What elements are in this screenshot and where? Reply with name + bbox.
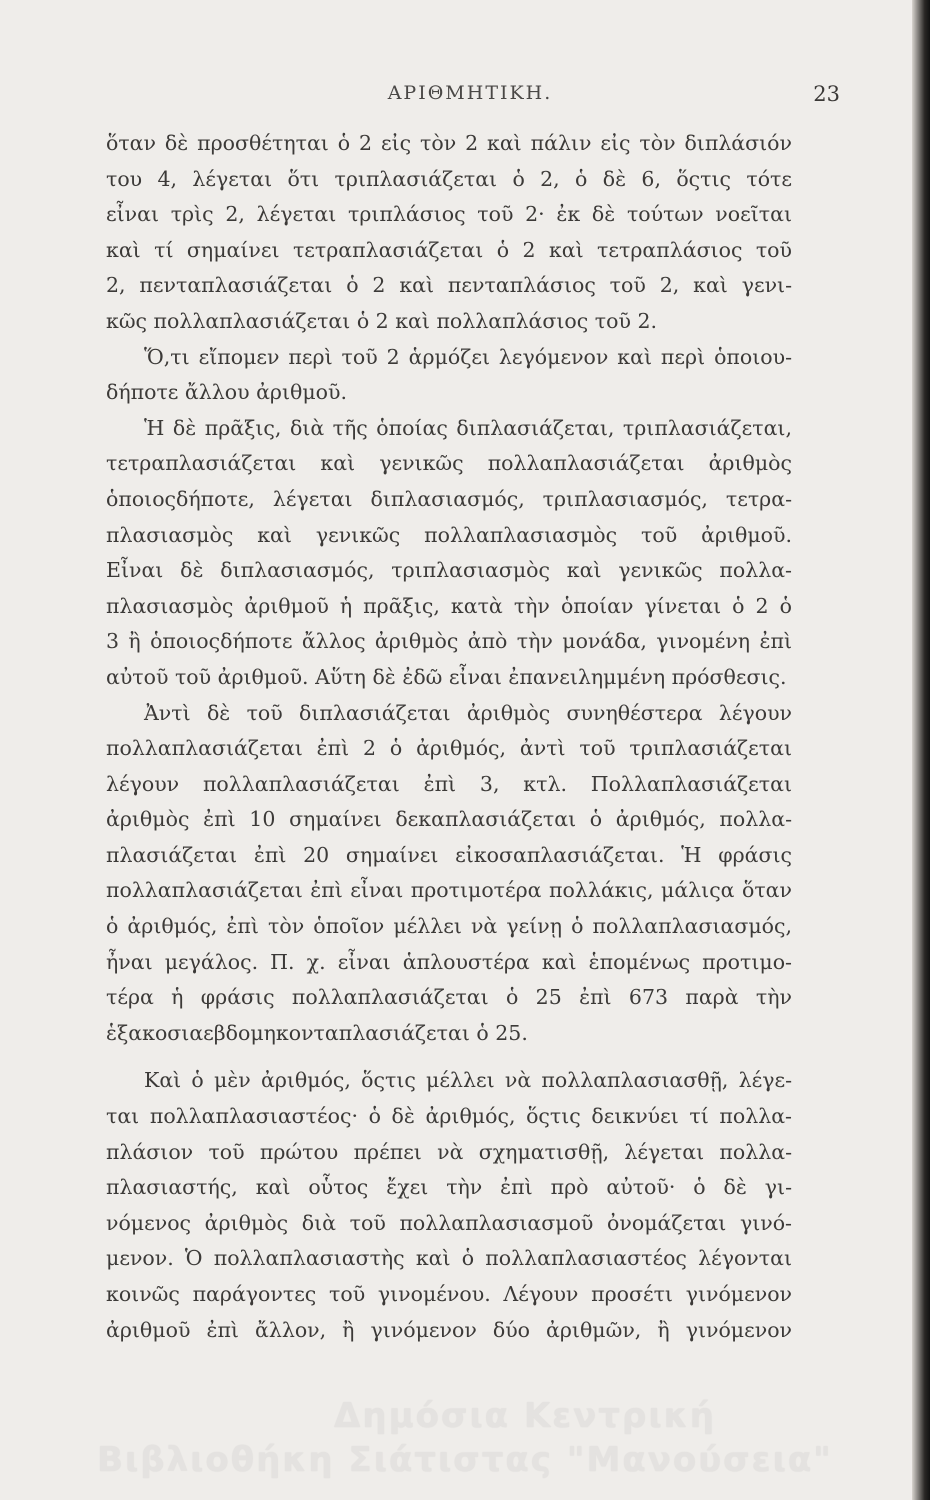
text-line: Ἡ δὲ πρᾶξις, διὰ τῆς ὁποίας διπλασιάζεται, τριπλασιάζεται, bbox=[144, 415, 792, 440]
text-line: ἀριθμὸς ἐπὶ 10 σημαίνει δεκαπλασιάζεται ὁ ἀριθμός, πολλα- bbox=[106, 807, 792, 832]
text-line: λέγουν πολλαπλασιάζεται ἐπὶ 3, κτλ. Πολλαπλασιάζεται bbox=[106, 771, 792, 796]
text-line: Ὅ,τι εἴπομεν περὶ τοῦ 2 ἁρμόζει λεγόμενον καὶ περὶ ὁποιου- bbox=[144, 344, 792, 369]
text-line: δήποτε ἄλλου ἀριθμοῦ. bbox=[106, 380, 347, 405]
text-line: ται πολλαπλασιαστέος· ὁ δὲ ἀριθμός, ὅςτις δεικνύει τί πολλα- bbox=[106, 1104, 792, 1129]
text-line: τέρα ἡ φράσις πολλαπλασιάζεται ὁ 25 ἐπὶ 673 παρὰ τὴν bbox=[106, 985, 792, 1010]
library-watermark-line1: Δημόσια Κεντρική bbox=[334, 1396, 716, 1436]
text-line: Εἶναι δὲ διπλασιασμός, τριπλασιασμὸς καὶ γενικῶς πολλα- bbox=[106, 558, 792, 583]
text-line: του 4, λέγεται ὅτι τριπλασιάζεται ὁ 2, ὁ δὲ 6, ὅςτις τότε bbox=[106, 166, 792, 191]
text-line: ἦναι μεγάλος. Π. χ. εἶναι ἁπλουστέρα καὶ ἑπομένως προτιμο- bbox=[106, 949, 792, 974]
text-line: μενον. Ὁ πολλαπλασιαστὴς καὶ ὁ πολλαπλασιαστέος λέγονται bbox=[106, 1246, 792, 1271]
text-line: πλάσιον τοῦ πρώτου πρέπει νὰ σχηματισθῇ, λέγεται πολλα- bbox=[106, 1139, 792, 1164]
text-line: Ἀντὶ δὲ τοῦ διπλασιάζεται ἀριθμὸς συνηθέστερα λέγουν bbox=[144, 700, 792, 725]
page-number: 23 bbox=[813, 82, 840, 106]
text-line: ἑξακοσιαεβδομηκονταπλασιάζεται ὁ 25. bbox=[106, 1020, 528, 1045]
text-line: πλασιασμὸς ἀριθμοῦ ἡ πρᾶξις, κατὰ τὴν ὁποίαν γίνεται ὁ 2 ὁ bbox=[106, 593, 792, 618]
library-watermark-line2: Βιβλιοθήκη Σιάτιστας "Μανούσεια" bbox=[97, 1440, 833, 1480]
body-text bbox=[106, 126, 792, 1348]
text-line: Καὶ ὁ μὲν ἀριθμός, ὅςτις μέλλει νὰ πολλαπλασιασθῇ, λέγε- bbox=[144, 1068, 792, 1093]
text-line: εἶναι τρὶς 2, λέγεται τριπλάσιος τοῦ 2· ἐκ δὲ τούτων νοεῖται bbox=[106, 202, 792, 227]
text-line: νόμενος ἀριθμὸς διὰ τοῦ πολλαπλασιασμοῦ ὀνομάζεται γινό- bbox=[106, 1210, 792, 1235]
text-line: ὅταν δὲ προσθέτηται ὁ 2 εἰς τὸν 2 καὶ πάλιν εἰς τὸν διπλάσιόν bbox=[106, 131, 792, 155]
text-line: 2, πενταπλασιάζεται ὁ 2 καὶ πενταπλάσιος τοῦ 2, καὶ γενι- bbox=[106, 273, 792, 298]
paragraph-gap bbox=[106, 1051, 792, 1063]
text-line: πολλαπλασιάζεται ἐπὶ εἶναι προτιμοτέρα πολλάκις, μάλιςα ὅταν bbox=[106, 878, 792, 903]
text-line: πλασιαστής, καὶ οὗτος ἔχει τὴν ἐπὶ πρὸ αὐτοῦ· ὁ δὲ γι- bbox=[106, 1175, 792, 1200]
text-line: πλασιασμὸς καὶ γενικῶς πολλαπλασιασμὸς τοῦ ἀριθμοῦ. bbox=[106, 522, 792, 547]
text-line: πολλαπλασιάζεται ἐπὶ 2 ὁ ἀριθμός, ἀντὶ τοῦ τριπλασιάζεται bbox=[106, 736, 792, 761]
text-line: κῶς πολλαπλασιάζεται ὁ 2 καὶ πολλαπλάσιος τοῦ 2. bbox=[106, 308, 657, 333]
text-line: 3 ἢ ὁποιοςδήποτε ἄλλος ἀριθμὸς ἀπὸ τὴν μονάδα, γινομένη ἐπὶ bbox=[106, 629, 792, 654]
page-edge-shadow bbox=[912, 0, 930, 1500]
text-line: αὐτοῦ τοῦ ἀριθμοῦ. Αὕτη δὲ ἐδῶ εἶναι ἐπανειλημμένη πρόσθεσις. bbox=[106, 664, 787, 689]
page-header bbox=[100, 82, 840, 112]
text-line: τετραπλασιάζεται καὶ γενικῶς πολλαπλασιάζεται ἀριθμὸς bbox=[106, 451, 792, 476]
text-line: ἀριθμοῦ ἐπὶ ἄλλον, ἢ γινόμενον δύο ἀριθμῶν, ἢ γινόμενον bbox=[106, 1317, 792, 1342]
text-line: πλασιάζεται ἐπὶ 20 σημαίνει εἰκοσαπλασιάζεται. Ἡ φράσις bbox=[106, 842, 792, 867]
running-title: ΑΡΙΘΜΗΤΙΚΗ. bbox=[387, 82, 553, 104]
text-line: κοινῶς παράγοντες τοῦ γινομένου. Λέγουν προσέτι γινόμενον bbox=[106, 1282, 792, 1306]
text-line: καὶ τί σημαίνει τετραπλασιάζεται ὁ 2 καὶ τετραπλάσιος τοῦ bbox=[106, 237, 792, 262]
text-line: ὁ ἀριθμός, ἐπὶ τὸν ὁποῖον μέλλει νὰ γείνῃ ὁ πολλαπλασιασμός, bbox=[106, 914, 792, 939]
text-line: ὁποιοςδήποτε, λέγεται διπλασιασμός, τριπλασιασμός, τετρα- bbox=[106, 486, 792, 511]
